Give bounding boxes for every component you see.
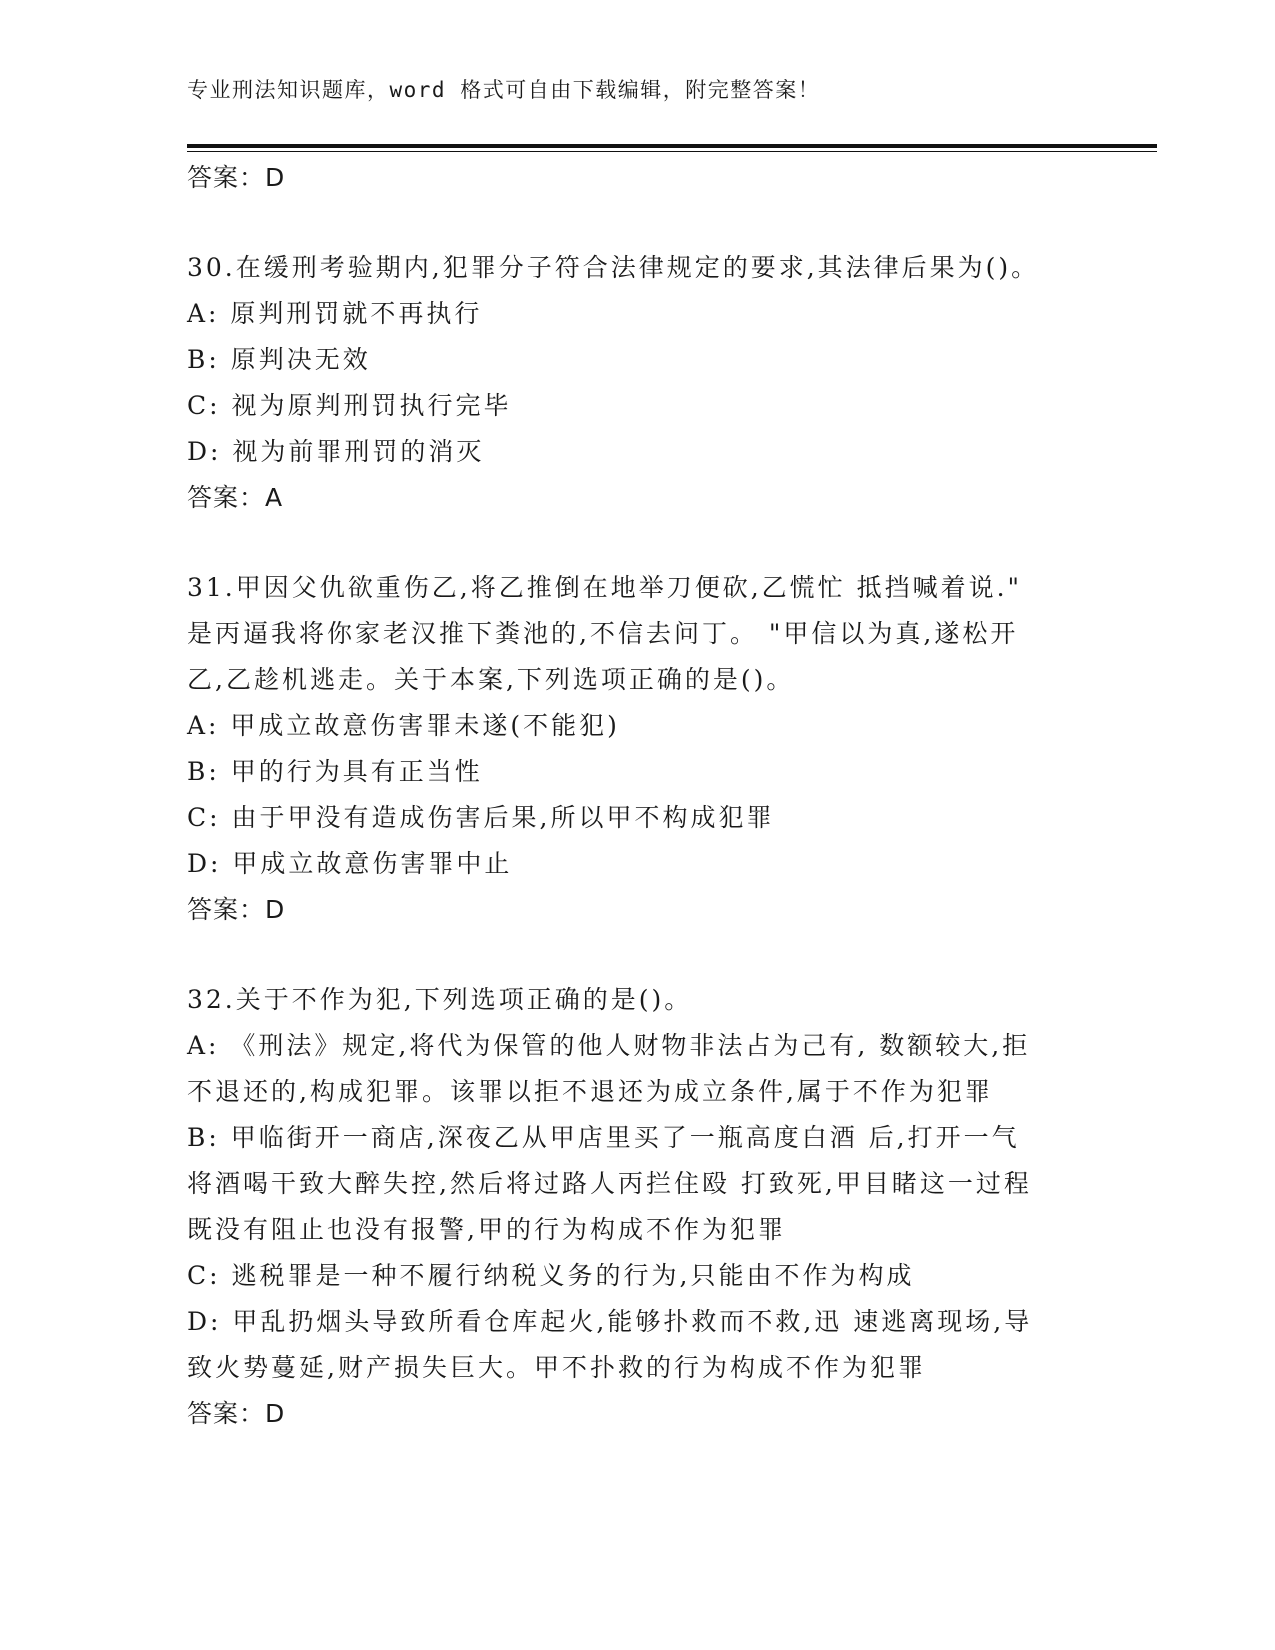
option-c: C: 视为原判刑罚执行完毕 [187, 391, 512, 420]
option-d-continued: 致火势蔓延,财产损失巨大。甲不扑救的行为构成不作为犯罪 [187, 1353, 926, 1382]
option-a: A: 原判刑罚就不再执行 [187, 299, 483, 328]
question-block [187, 565, 1087, 933]
answer-line: 答案：D [187, 1399, 286, 1428]
option-b: B: 原判决无效 [187, 345, 371, 374]
option-b-continued: 将酒喝干致大醉失控,然后将过路人丙拦住殴 打致死,甲目睹这一过程 [187, 1169, 1032, 1198]
question-text: 是丙逼我将你家老汉推下粪池的,不信去问丁。 "甲信以为真,遂松开 [187, 619, 1019, 648]
option-a: A: 《刑法》规定,将代为保管的他人财物非法占为己有, 数额较大,拒 [187, 1031, 1031, 1060]
option-b: B: 甲的行为具有正当性 [187, 757, 483, 786]
option-d: D: 视为前罪刑罚的消灭 [187, 437, 485, 466]
spacer [187, 521, 1087, 565]
option-d: D: 甲成立故意伤害罪中止 [187, 849, 513, 878]
option-b-continued: 既没有阻止也没有报警,甲的行为构成不作为犯罪 [187, 1215, 786, 1244]
option-a-continued: 不退还的,构成犯罪。该罪以拒不退还为成立条件,属于不作为犯罪 [187, 1077, 993, 1106]
question-block [187, 245, 1087, 521]
page-header: 专业刑法知识题库，word 格式可自由下载编辑，附完整答案！ [187, 78, 821, 102]
question-block [187, 977, 1087, 1437]
option-d: D: 甲乱扔烟头导致所看仓库起火,能够扑救而不救,迅 速逃离现场,导 [187, 1307, 1033, 1336]
option-b: B: 甲临街开一商店,深夜乙从甲店里买了一瓶高度白酒 后,打开一气 [187, 1123, 1020, 1152]
answer-line: 答案：D [187, 895, 286, 924]
option-c: C: 逃税罪是一种不履行纳税义务的行为,只能由不作为构成 [187, 1261, 915, 1290]
option-c: C: 由于甲没有造成伤害后果,所以甲不构成犯罪 [187, 803, 775, 832]
header-rule-thin [187, 151, 1157, 152]
answer-line: 答案：D [187, 163, 286, 192]
question-text: 30.在缓刑考验期内,犯罪分子符合法律规定的要求,其法律后果为()。 [187, 253, 1040, 282]
question-text: 乙,乙趁机逃走。关于本案,下列选项正确的是()。 [187, 665, 795, 694]
spacer [187, 201, 1087, 245]
question-list [187, 155, 1087, 1437]
question-text: 31.甲因父仇欲重伤乙,将乙推倒在地举刀便砍,乙慌忙 抵挡喊着说." [187, 573, 1023, 602]
spacer [187, 933, 1087, 977]
question-text: 32.关于不作为犯,下列选项正确的是()。 [187, 985, 693, 1014]
answer-line: 答案：A [187, 483, 284, 512]
header-rule-thick [187, 144, 1157, 148]
option-a: A: 甲成立故意伤害罪未遂(不能犯) [187, 711, 620, 740]
